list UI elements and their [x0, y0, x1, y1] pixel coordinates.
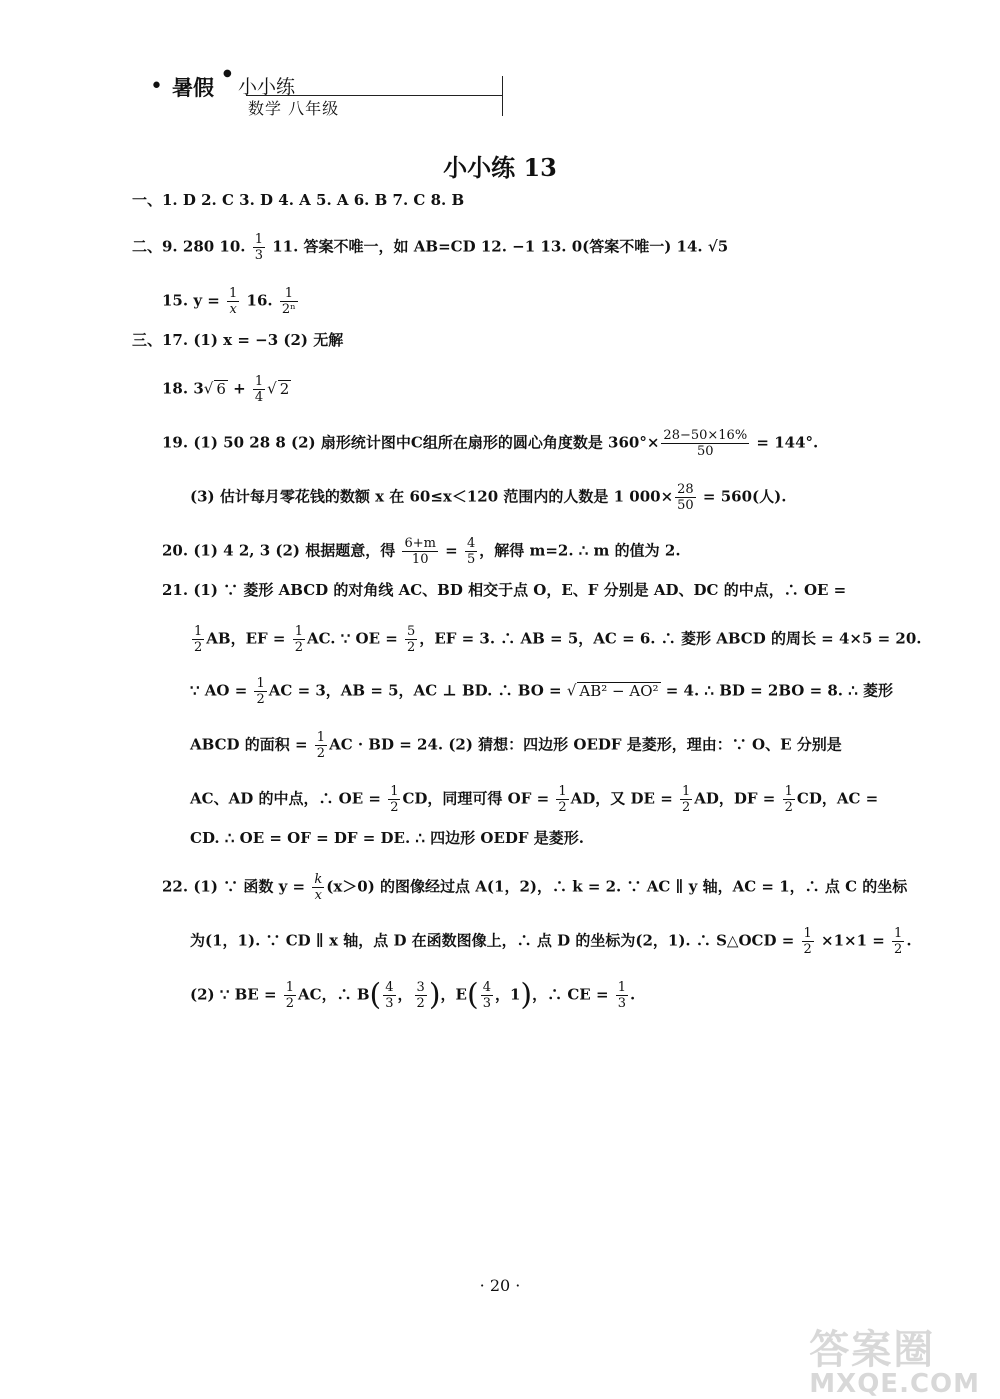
- fraction: [616, 980, 628, 1011]
- answer-line-21c: ∵ AO = $\frac{1}{2}$ AC = 3，AB = 5，AC ⊥ BD. ∴ BO = √ AB² − AO² = 4. ∴ BD = 2BO = 8. ∴ 菱形: [190, 676, 894, 707]
- answer-text: ，: [397, 985, 413, 1004]
- answer-line-19b: [190, 482, 786, 513]
- answer-line-22c: [190, 977, 636, 1013]
- numerator: 4: [385, 980, 394, 995]
- answer-text: .: [630, 985, 636, 1004]
- denominator: 2: [194, 640, 203, 655]
- numerator: 1: [894, 926, 903, 941]
- answer-line-22a: [162, 872, 907, 903]
- fraction: [312, 872, 324, 903]
- left-paren: (: [369, 977, 382, 1013]
- answer-text: ，解得 m=2. ∴ m 的值为 2.: [479, 541, 681, 560]
- denominator: x: [314, 888, 322, 903]
- numerator: 4: [466, 536, 476, 551]
- denominator: 2: [316, 746, 326, 761]
- answer-text: (2) ∵ BE =: [190, 985, 282, 1004]
- answer-text: 16.: [241, 291, 278, 310]
- answer-text: 20. (1) 4 2, 3 (2) 根据题意，得: [162, 541, 401, 560]
- denominator: 2: [681, 800, 691, 815]
- numerator: 28: [677, 482, 694, 497]
- fraction: [388, 784, 400, 815]
- numerator: 1: [784, 784, 793, 799]
- denominator: 2: [390, 800, 399, 815]
- answer-text: +: [227, 379, 251, 398]
- answer-text: AD，又 DE =: [570, 789, 678, 808]
- fraction: [680, 784, 692, 815]
- watermark-logo: [809, 1318, 980, 1399]
- denominator: 50: [697, 444, 714, 459]
- brand-dot-icon: ●: [223, 68, 232, 79]
- answer-line-18: 18. 3√ 6 + $\frac{1}{4}$ √ 2: [162, 374, 290, 405]
- left-paren: (: [466, 977, 479, 1013]
- numerator: 1: [803, 926, 812, 941]
- fraction: [253, 232, 265, 263]
- answer-line-20: [162, 536, 681, 567]
- numerator: 1: [229, 286, 238, 301]
- numerator: 1: [256, 676, 265, 691]
- numerator: k: [314, 872, 323, 887]
- answer-text: AD，DF =: [694, 789, 781, 808]
- answer-text: (3) 估计每月零花钱的数额 x 在 60≤x＜120 范围内的人数是 1 000×: [190, 487, 674, 506]
- numerator: 1: [681, 784, 691, 799]
- radicand: 2: [279, 379, 290, 398]
- numerator: 1: [194, 624, 203, 639]
- watermark-url: MXQE.COM: [809, 1369, 980, 1399]
- denominator: 3: [482, 996, 491, 1011]
- header-subject: 数学 八年级: [248, 99, 340, 118]
- answer-text: 11. 答案不唯一，如 AB=CD 12. −1 13. 0(答案不唯一) 14. √5: [267, 237, 729, 256]
- answer-line-19a: [162, 428, 818, 459]
- fraction: [254, 676, 266, 707]
- fraction: [556, 784, 568, 815]
- fraction: [192, 624, 204, 655]
- answer-line-17: [132, 330, 343, 350]
- answer-text: 15. y =: [162, 291, 226, 310]
- denominator: 4: [254, 390, 264, 405]
- numerator: 1: [280, 286, 298, 302]
- answer-line-2: [132, 232, 728, 263]
- answer-text: 21. (1) ∵ 菱形 ABCD 的对角线 AC、BD 相交于点 O，E、F 分别是 AD、DC 的中点，∴ OE =: [162, 581, 847, 599]
- denominator: 2: [407, 640, 416, 655]
- answer-text: 18. 3: [162, 379, 204, 398]
- denominator: 2: [285, 996, 295, 1011]
- denominator: 2: [416, 996, 425, 1011]
- right-paren: ): [428, 977, 441, 1013]
- page-number: · 20 ·: [479, 1276, 521, 1295]
- answer-text: 为(1，1). ∵ CD ∥ x 轴，点 D 在函数图像上，∴ 点 D 的坐标为(2，1). ∴ S△OCD =: [190, 931, 800, 950]
- answer-line-3: [162, 286, 300, 317]
- header-brand: 暑假: [172, 75, 214, 100]
- fraction: [415, 980, 427, 1011]
- answer-text: AC、AD 的中点，∴ OE =: [190, 789, 387, 808]
- answer-line-21e: [190, 784, 878, 815]
- answer-text: ，∴ CE =: [532, 985, 614, 1004]
- denominator: 2: [294, 640, 303, 655]
- denominator: 2: [784, 800, 793, 815]
- answer-line-21a: [162, 580, 846, 600]
- denominator: 10: [411, 552, 429, 567]
- numerator: 4: [482, 980, 491, 995]
- answer-text: CD，同理可得 OF =: [402, 789, 555, 808]
- answer-text: AC. ∵ OE =: [306, 629, 404, 648]
- answer-text: ABCD 的面积 =: [190, 735, 313, 754]
- fraction: [227, 286, 239, 317]
- answer-line-21d: [190, 730, 842, 761]
- answer-text: CD，AC =: [796, 789, 879, 808]
- answer-line-21f: [190, 828, 584, 848]
- fraction: [284, 980, 296, 1011]
- radicand: 6: [216, 379, 226, 398]
- answer-text: ，1: [494, 985, 521, 1004]
- answer-text: .: [906, 931, 912, 950]
- fraction: [481, 980, 493, 1011]
- fraction: [783, 784, 795, 815]
- numerator: 1: [316, 730, 326, 745]
- header-divider: [502, 76, 503, 116]
- fraction: [315, 730, 327, 761]
- denominator: 2: [256, 692, 265, 707]
- answer-text: AC · BD = 24. (2) 猜想：四边形 OEDF 是菱形，理由：∵ O、E 分别是: [329, 735, 842, 754]
- denominator: 2ⁿ: [281, 302, 296, 317]
- numerator: 1: [390, 784, 399, 799]
- answer-text: AC = 3，AB = 5，AC ⊥ BD. ∴ BO =: [268, 681, 567, 700]
- answer-text: 22. (1) ∵ 函数 y =: [162, 877, 311, 896]
- answer-text: CD. ∴ OE = OF = DF = DE. ∴ 四边形 OEDF 是菱形.: [190, 829, 585, 847]
- numerator: 1: [254, 232, 264, 247]
- answer-text: =: [439, 541, 463, 560]
- numerator: 1: [558, 784, 567, 799]
- answer-text: AB，EF =: [206, 629, 291, 648]
- numerator: 1: [617, 980, 627, 995]
- numerator: 1: [254, 374, 264, 389]
- watermark-text: 答案圈: [809, 1327, 936, 1373]
- answer-text: 一、1. D 2. C 3. D 4. A 5. A 6. B 7. C 8. B: [132, 191, 465, 209]
- bullet-dot: •: [150, 74, 163, 99]
- numerator: 5: [407, 624, 416, 639]
- fraction: [892, 926, 904, 957]
- header-series: 小小练: [238, 76, 296, 98]
- denominator: 3: [617, 996, 627, 1011]
- answer-text: = 144°.: [751, 433, 819, 452]
- answer-text: (x＞0) 的图像经过点 A(1，2)，∴ k = 2. ∵ AC ∥ y 轴，AC = 1，∴ 点 C 的坐标: [326, 877, 908, 896]
- denominator: 5: [466, 552, 476, 567]
- fraction: [661, 428, 749, 459]
- right-paren: ): [520, 977, 533, 1013]
- answer-line-21b: [190, 624, 922, 655]
- answer-text: ×1×1 =: [815, 931, 891, 950]
- answer-text: = 4. ∴ BD = 2BO = 8. ∴ 菱形: [660, 681, 894, 700]
- answer-text: 19. (1) 50 28 8 (2) 扇形统计图中C组所在扇形的圆心角度数是 360°×: [162, 433, 660, 452]
- header: [150, 70, 360, 120]
- answer-text: 二、9. 280 10.: [132, 237, 251, 256]
- answer-line-22b: [190, 926, 912, 957]
- page-title: 小小练 13: [443, 153, 557, 182]
- fraction: [405, 624, 417, 655]
- denominator: 2: [894, 942, 903, 957]
- fraction: [402, 536, 438, 567]
- fraction: [293, 624, 305, 655]
- numerator: 6+m: [404, 536, 436, 551]
- fraction: [253, 374, 265, 405]
- denominator: 50: [677, 498, 694, 513]
- numerator: 28−50×16%: [663, 428, 748, 443]
- denominator: 2: [558, 800, 567, 815]
- fraction: [280, 286, 298, 317]
- denominator: 3: [385, 996, 394, 1011]
- answer-text: ，EF = 3. ∴ AB = 5，AC = 6. ∴ 菱形 ABCD 的周长 = 4×5 = 20.: [419, 629, 922, 648]
- denominator: 3: [254, 248, 264, 263]
- fraction: [675, 482, 696, 513]
- fraction: [802, 926, 814, 957]
- numerator: 1: [294, 624, 303, 639]
- answer-text: ∵ AO =: [190, 681, 253, 700]
- denominator: x: [229, 302, 237, 317]
- numerator: 3: [416, 980, 425, 995]
- fraction: [383, 980, 395, 1011]
- answer-line-1: [132, 190, 464, 210]
- fraction: [465, 536, 477, 567]
- answer-text: ，E: [440, 985, 467, 1004]
- denominator: 2: [803, 942, 812, 957]
- radicand: AB² − AO²: [579, 681, 659, 700]
- answer-text: = 560(人).: [697, 487, 787, 506]
- answer-text: AC，∴ B: [298, 985, 370, 1004]
- answer-text: 三、17. (1) x = −3 (2) 无解: [132, 331, 344, 349]
- numerator: 1: [285, 980, 295, 995]
